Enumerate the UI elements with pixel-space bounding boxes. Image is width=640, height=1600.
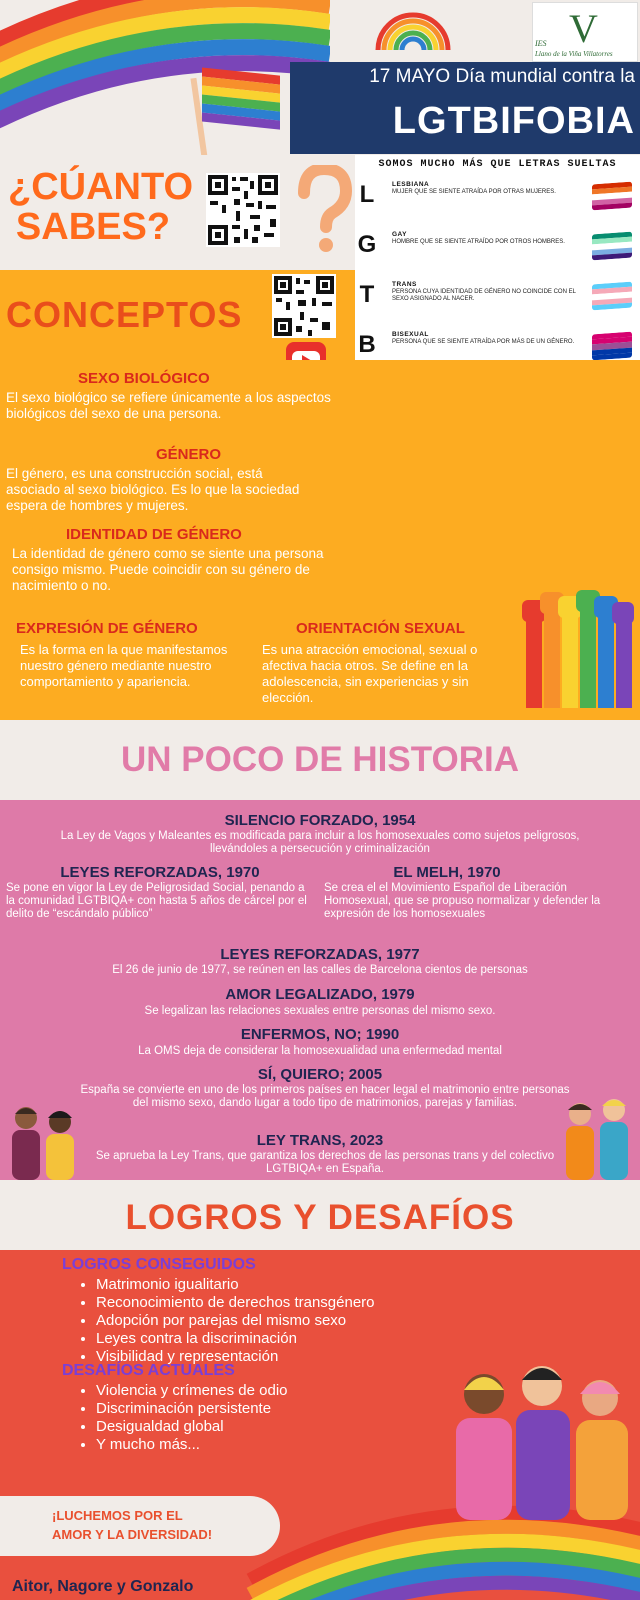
quiz-title: ¿CÚANTO SABES? <box>8 166 194 248</box>
letters-title: SOMOS MUCHO MÁS QUE LETRAS SUELTAS <box>378 159 617 170</box>
historia-title: UN POCO DE HISTORIA <box>120 740 519 779</box>
event-1979-text: Se legalizan las relaciones sexuales entre personas del mismo sexo. <box>144 1005 496 1017</box>
letter-row <box>355 277 640 325</box>
header <box>0 0 640 155</box>
logros-conseguidos-heading: LOGROS CONSEGUIDOS <box>62 1256 256 1273</box>
pride-flag-icon <box>592 232 632 261</box>
letter-desc: HOMBRE QUE SE SIENTE ATRAÍDO POR OTROS HOMBRES. <box>392 239 565 245</box>
event-2023-heading: LEY TRANS, 2023 <box>256 1132 384 1149</box>
rainbow-icon <box>372 6 454 50</box>
letter-char: G <box>357 231 377 258</box>
concept-orientacion-heading: ORIENTACIÓN SEXUAL <box>296 620 465 637</box>
event-1970-melh-text: Se crea el el Movimiento Español de Liberación Homosexual, que se propuso normalizar y defender la expresión de los homosexuales <box>324 882 601 920</box>
letter-name: BISEXUAL <box>392 331 429 338</box>
concept-sexo-biologico-text: El sexo biológico se refiere únicamente a los aspectos biológicos del sexo de una persona. <box>6 390 331 421</box>
event-1970-leyes-heading: LEYES REFORZADAS, 1970 <box>60 864 260 881</box>
concept-sexo-biologico-heading: SEXO BIOLÓGICO <box>78 370 210 387</box>
conceptos-title: CONCEPTOS <box>6 294 243 335</box>
concept-identidad-heading: IDENTIDAD DE GÉNERO <box>66 526 242 543</box>
desafios-list <box>76 1382 288 1454</box>
logros-header <box>0 1180 640 1250</box>
historia-header <box>0 720 640 800</box>
letter-desc: PERSONA QUE SE SIENTE ATRAÍDA POR MÁS DE UN GÉNERO. <box>392 339 575 345</box>
letter-row <box>355 227 640 275</box>
pride-flag-icon <box>592 182 632 211</box>
list-item: • Y mucho más... <box>96 1436 288 1454</box>
letter-char: T <box>359 281 375 308</box>
cta-text: ¡LUCHEMOS POR EL AMOR Y LA DIVERSIDAD! <box>52 1508 213 1542</box>
event-1954-heading: SILENCIO FORZADO, 1954 <box>224 812 416 829</box>
letter-desc: MUJER QUE SE SIENTE ATRAÍDA POR OTRAS MUJERES. <box>392 189 556 195</box>
conceptos-body <box>0 360 640 720</box>
list-item: • Matrimonio igualitario <box>96 1276 375 1294</box>
list-item: • Visibilidad y representación <box>96 1348 375 1366</box>
list-item: • Violencia y crímenes de odio <box>96 1382 288 1400</box>
concept-expresion-text: Es la forma en la que manifestamos nuestro género mediante nuestro comportamiento y apariencia. <box>20 642 228 689</box>
date-line: 17 MAYO Día mundial contra la <box>369 66 635 87</box>
cta-box <box>0 1496 280 1556</box>
event-1954-text: La Ley de Vagos y Maleantes es modificada para incluir a los homosexuales como sujetos peligrosos, llevándoles a persecución y criminalización <box>60 830 580 855</box>
letter-char: B <box>358 331 376 358</box>
event-1990-heading: ENFERMOS, NO; 1990 <box>240 1026 400 1043</box>
concept-expresion-heading: EXPRESIÓN DE GÉNERO <box>16 620 198 637</box>
logros-title: LOGROS Y DESAFÍOS <box>125 1198 515 1237</box>
letter-name: GAY <box>392 231 407 238</box>
concept-identidad-text: La identidad de género como se siente una persona consigo mismo. Puede coincidir con su género de nacimiento o no. <box>12 546 324 593</box>
event-1990-text: La OMS deja de considerar la homosexualidad una enfermedad mental <box>138 1045 502 1057</box>
list-item: • Adopción por parejas del mismo sexo <box>96 1312 375 1330</box>
letter-name: LESBIANA <box>392 181 430 188</box>
list-item: • Discriminación persistente <box>96 1400 288 1418</box>
logros-conseguidos-list <box>76 1276 375 1366</box>
list-item: • Reconocimiento de derechos transgénero <box>96 1294 375 1312</box>
page-title: LGTBIFOBIA <box>392 100 635 142</box>
event-1977-text: El 26 de junio de 1977, se reúnen en las calles de Barcelona cientos de personas <box>112 964 528 976</box>
event-1970-leyes-text: Se pone en vigor la Ley de Peligrosidad Social, penando a la comunidad LGTBIQA+ con hasta 5 años de cárcel por el delito de “escándalo público” <box>6 882 307 920</box>
list-item: • Leyes contra la discriminación <box>96 1330 375 1348</box>
letter-char: L <box>359 181 375 208</box>
historia-body <box>0 800 640 1180</box>
conceptos-band <box>0 270 355 360</box>
logros-body <box>0 1250 640 1600</box>
couple-illustration-left <box>2 1100 84 1180</box>
event-2023-text: Se aprueba la Ley Trans, que garantiza los derechos de las personas trans y del colectivo LGTBIQA+ en España. <box>95 1150 555 1175</box>
event-2005-heading: SÍ, QUIERO; 2005 <box>257 1066 383 1083</box>
event-1979-heading: AMOR LEGALIZADO, 1979 <box>225 986 415 1003</box>
desafios-heading: DESAFÍOS ACTUALES <box>62 1362 235 1379</box>
list-item: • Desigualdad global <box>96 1418 288 1436</box>
raised-fists-illustration <box>522 588 634 708</box>
letter-desc: PERSONA CUYA IDENTIDAD DE GÉNERO NO COINCIDE CON EL SEXO ASIGNADO AL NACER. <box>392 289 576 302</box>
event-1970-melh-heading: EL MELH, 1970 <box>393 864 501 881</box>
concept-genero-text: El género, es una construcción social, está asociado al sexo biológico. Es lo que la sociedad espera de hombres y mujeres. <box>6 466 300 513</box>
concept-orientacion-text: Es una atracción emocional, sexual o afectiva hacia otros. Se define en la adolescencia, sin experiencias y sin elección. <box>262 642 478 705</box>
pride-flag-icon <box>592 282 632 311</box>
letter-row <box>355 177 640 225</box>
quiz-section <box>0 155 355 270</box>
concept-genero-heading: GÉNERO <box>156 446 222 463</box>
question-mark-icon <box>296 165 352 255</box>
event-1977-heading: LEYES REFORZADAS, 1977 <box>220 946 420 963</box>
qr-code-quiz[interactable] <box>206 173 280 247</box>
pride-flag-icon <box>188 58 288 155</box>
group-illustration <box>430 1350 640 1520</box>
school-logo: V IES Llano de la Viña Villatorres <box>532 2 638 62</box>
authors: Aitor, Nagore y Gonzalo <box>12 1578 194 1595</box>
qr-code-video[interactable] <box>272 274 336 338</box>
couple-illustration-right <box>556 1096 638 1180</box>
event-2005-text: España se convierte en uno de los primeros países en hacer legal el matrimonio entre personas del mismo sexo, dando lugar a todo tipo de matrimonios, parejas y familias. <box>80 1084 570 1109</box>
letter-name: TRANS <box>392 281 417 288</box>
pride-flag-icon <box>592 332 632 361</box>
